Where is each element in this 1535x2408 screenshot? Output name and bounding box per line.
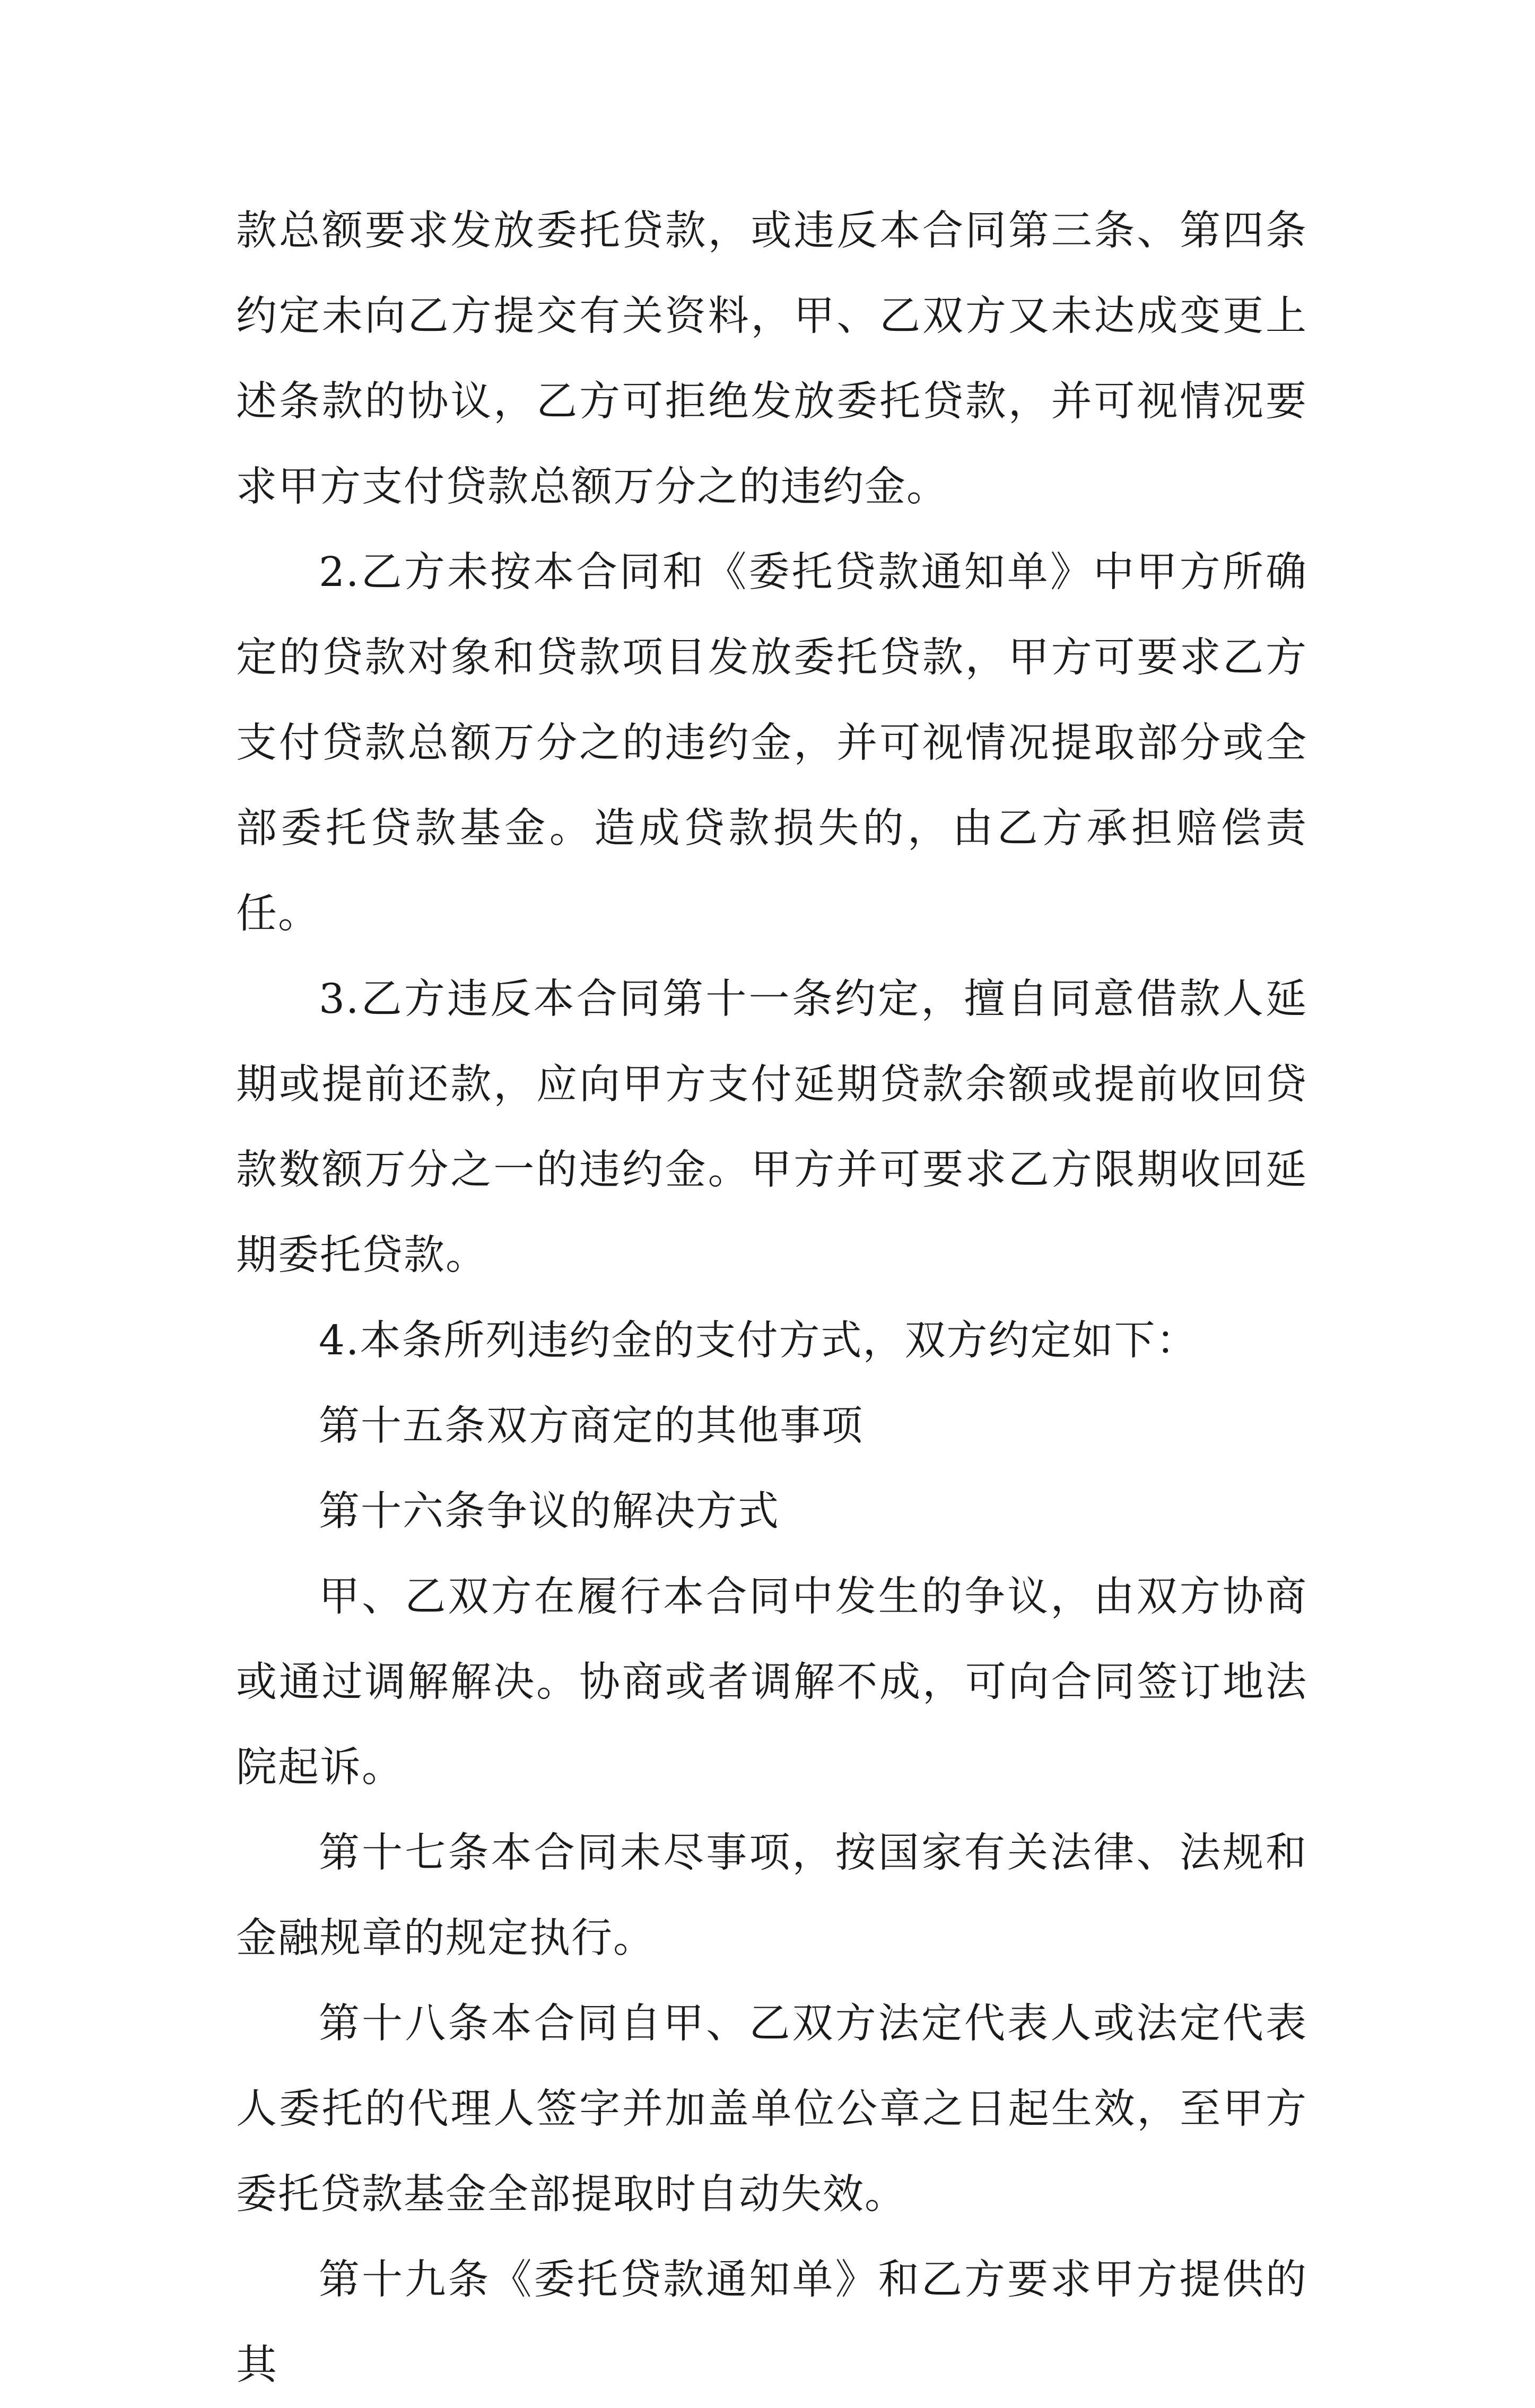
article-19-paragraph: 第十九条《委托贷款通知单》和乙方要求甲方提供的其 bbox=[236, 2256, 1307, 2389]
paragraph-continuation: 款总额要求发放委托贷款，或违反本合同第三条、第四条约定未向乙方提交有关资料，甲、乙双方又未达成变更上述条款的协议，乙方可拒绝发放委托贷款，并可视情况要求甲方支付贷款总额万分之的违约金。 bbox=[236, 207, 1307, 511]
article-17-paragraph: 第十七条本合同未尽事项，按国家有关法律、法规和金融规章的规定执行。 bbox=[236, 1829, 1307, 1962]
paragraph-clause-3: 3.乙方违反本合同第十一条约定，擅自同意借款人延期或提前还款，应向甲方支付延期贷款余额或提前收回贷款数额万分之一的违约金。甲方并可要求乙方限期收回延期委托贷款。 bbox=[236, 976, 1307, 1279]
paragraph-clause-2: 2.乙方未按本合同和《委托贷款通知单》中甲方所确定的贷款对象和贷款项目发放委托贷款，甲方可要求乙方支付贷款总额万分之的违约金，并可视情况提取部分或全部委托贷款基金。造成贷款损失的，由乙方承担赔偿责任。 bbox=[236, 549, 1307, 938]
paragraph-dispute-resolution: 甲、乙双方在履行本合同中发生的争议，由双方协商或通过调解解决。协商或者调解不成，可向合同签订地法院起诉。 bbox=[236, 1573, 1307, 1791]
document-body bbox=[236, 188, 1307, 2408]
article-18-paragraph: 第十八条本合同自甲、乙双方法定代表人或法定代表人委托的代理人签字并加盖单位公章之日起生效，至甲方委托贷款基金全部提取时自动失效。 bbox=[236, 2000, 1307, 2218]
paragraph-clause-4: 4.本条所列违约金的支付方式，双方约定如下： bbox=[319, 1317, 1198, 1364]
article-15-heading: 第十五条双方商定的其他事项 bbox=[319, 1403, 864, 1450]
article-16-heading: 第十六条争议的解决方式 bbox=[319, 1488, 780, 1535]
